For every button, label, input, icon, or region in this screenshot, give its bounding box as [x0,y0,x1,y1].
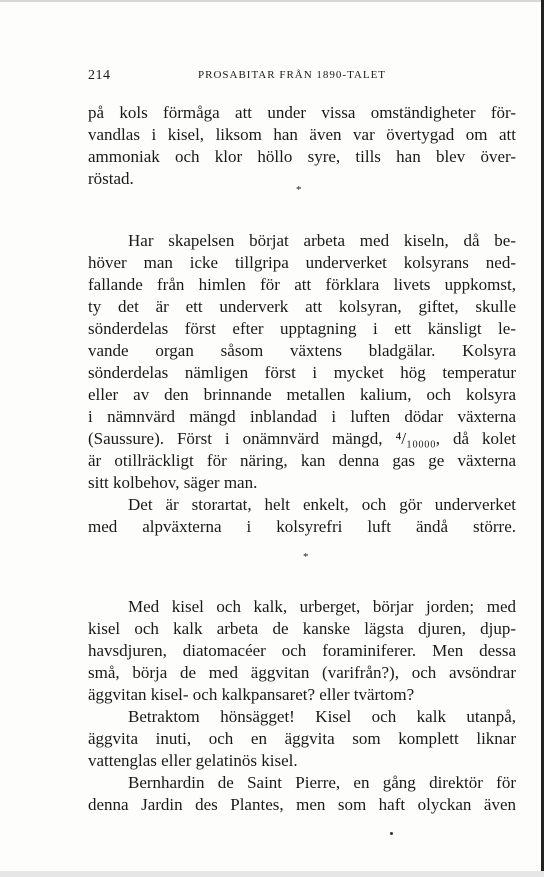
running-title: PROSABITAR FRÅN 1890-TALET [198,69,387,81]
text-line: eller av den brinnande metallen kalium, och kolsyra [88,385,516,404]
text-line: kisel och kalk arbeta de kanske lägsta djuren, djup- [88,619,516,638]
text-line: fallande från himlen för att förklara livets uppkomst, [88,275,516,294]
text-line: röstad. [88,169,134,188]
text-line: ty det är ett underverk att kolsyran, giftet, skulle [88,297,516,316]
text-line: Betraktom hönsägget! Kisel och kalk utanpå, [128,707,516,726]
text-line: äggvitan kisel- och kalkpansaret? eller tvärtom? [88,685,415,704]
text-line: vattenglas eller gelatinös kisel. [88,751,298,770]
text-line: Har skapelsen börjat arbeta med kiseln, då be- [128,231,516,250]
text-line: ammoniak och klor höllo syre, tills han blev över- [88,147,516,166]
page-bottom-edge [0,871,544,877]
section-separator: * [303,551,309,563]
ink-speck [390,832,393,835]
text-line: med alpväxterna i kolsyrefri luft ändå större. [88,517,516,536]
text-line: i nämnvärd mängd inblandad i luften dödar växterna [88,407,516,426]
page-number: 214 [88,68,111,83]
text-line: små, börja de med äggvitan (varifrån?), och avsöndrar [88,663,516,682]
text-line: är otillräckligt för näring, kan denna gas ge växterna [88,451,516,470]
text-line: Med kisel och kalk, urberget, börjar jorden; med [128,597,516,616]
text-line: sönderdelas först efter upptagning i ett känsligt le- [88,319,516,338]
text-line: äggvita inuti, och en äggvita som komplett liknar [88,729,516,748]
text-line: höver man icke tillgripa underverket kolsyrans ned- [88,253,516,272]
running-head [88,68,518,88]
text-line: sönderdelas nämligen först i mycket hög temperatur [88,363,516,382]
text-line: Bernhardin de Saint Pierre, en gång direktör för [128,773,516,792]
page-top-edge [0,0,544,2]
text-line: på kols förmåga att under vissa omständigheter för- [88,103,516,122]
text-line: denna Jardin des Plantes, men som haft olyckan även [88,795,516,814]
section-separator: * [296,184,302,196]
text-line: Det är storartat, helt enkelt, och gör underverket [128,495,516,514]
text-line: sitt kolbehov, säger man. [88,473,258,492]
text-line: vandlas i kisel, liksom han även var övertygad om att [88,125,516,144]
text-line: vande organ såsom växtens bladgälar. Kolsyra [88,341,516,360]
text-line: havsdjuren, diatomacéer och foraminiferer. Men dessa [88,641,516,660]
text-line: (Saussure). Först i onämnvärd mängd, ⁴/₁₀₀₀₀, då kolet [88,429,516,448]
